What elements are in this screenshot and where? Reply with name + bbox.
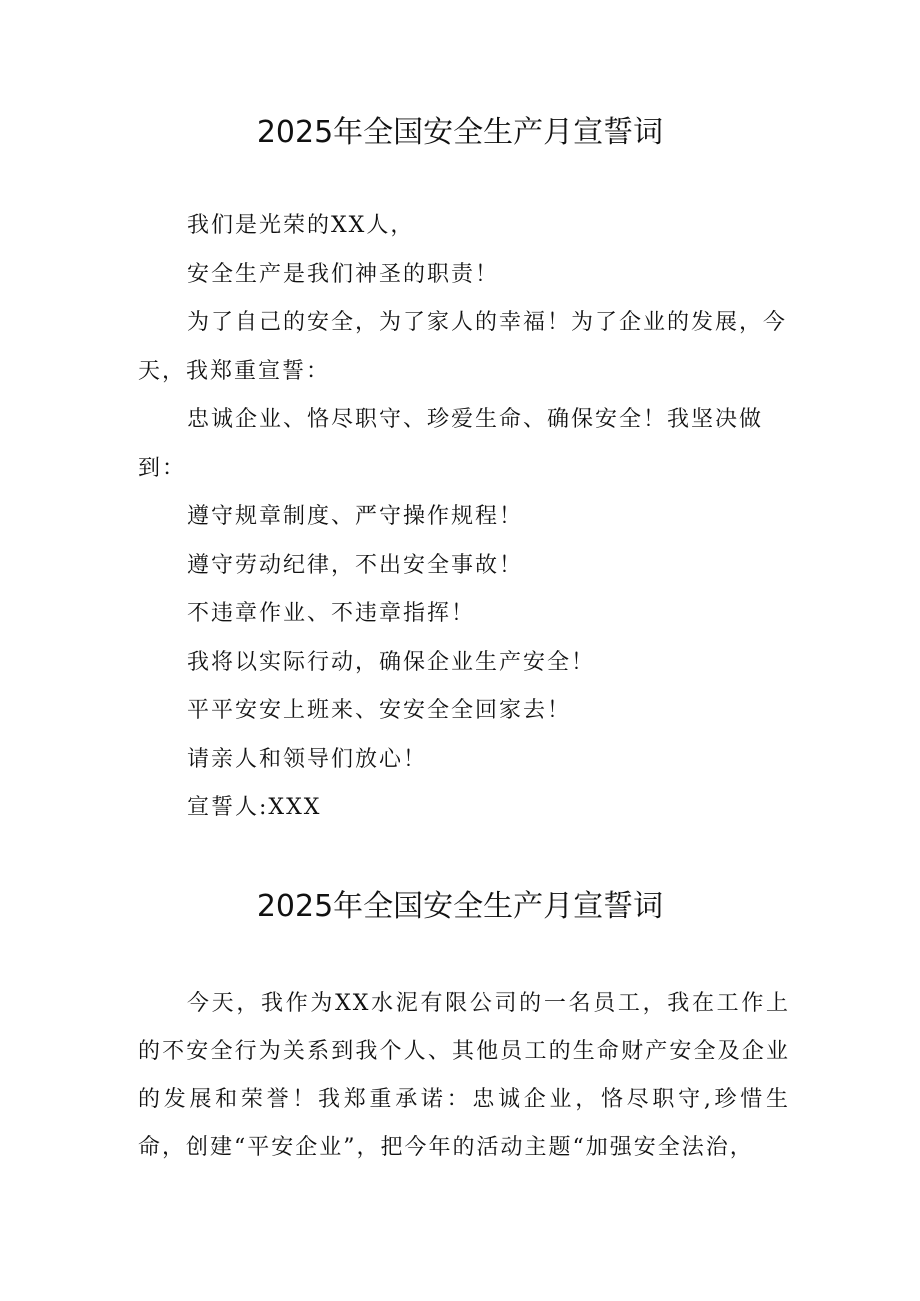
oath-title-1: 2025年全国安全生产月宣誓词	[256, 115, 664, 150]
oath-line: 请亲人和领导们放心！	[187, 746, 428, 772]
oath-body-1	[138, 202, 790, 833]
oath-line: 安全生产是我们神圣的职责！	[187, 261, 500, 287]
oath-line: 遵守规章制度、严守操作规程！	[187, 504, 524, 529]
oath-line: 不违章作业、不违章指挥！	[187, 601, 476, 626]
oath-line: 我将以实际行动，确保企业生产安全！	[187, 649, 596, 675]
oath-line: 平平安安上班来、安安全全回家去！	[187, 698, 572, 723]
oath-paragraph-2: 今天，我作为XX水泥有限公司的一名员工，我在工作上的不安全行为关系到我个人、其他员工的生命财产安全及企业的发展和荣誉！我郑重承诺：忠诚企业，恪尽职守,珍惜生命，创建“平安企业”，把今年的活动主题“加强安全法治，	[138, 991, 790, 1160]
oath-line: 忠诚企业、恪尽职守、珍爱生命、确保安全！我坚决做到：	[138, 407, 764, 481]
oath-title-2: 2025年全国安全生产月宣誓词	[256, 889, 664, 924]
oath-line: 我们是光荣的XX人，	[187, 213, 415, 238]
oath-line: 遵守劳动纪律，不出安全事故！	[187, 552, 524, 578]
oath-signer: 宣誓人:XXX	[187, 795, 322, 820]
oath-line: 为了自己的安全，为了家人的幸福！为了企业的发展，今天，我郑重宣誓：	[138, 310, 788, 384]
